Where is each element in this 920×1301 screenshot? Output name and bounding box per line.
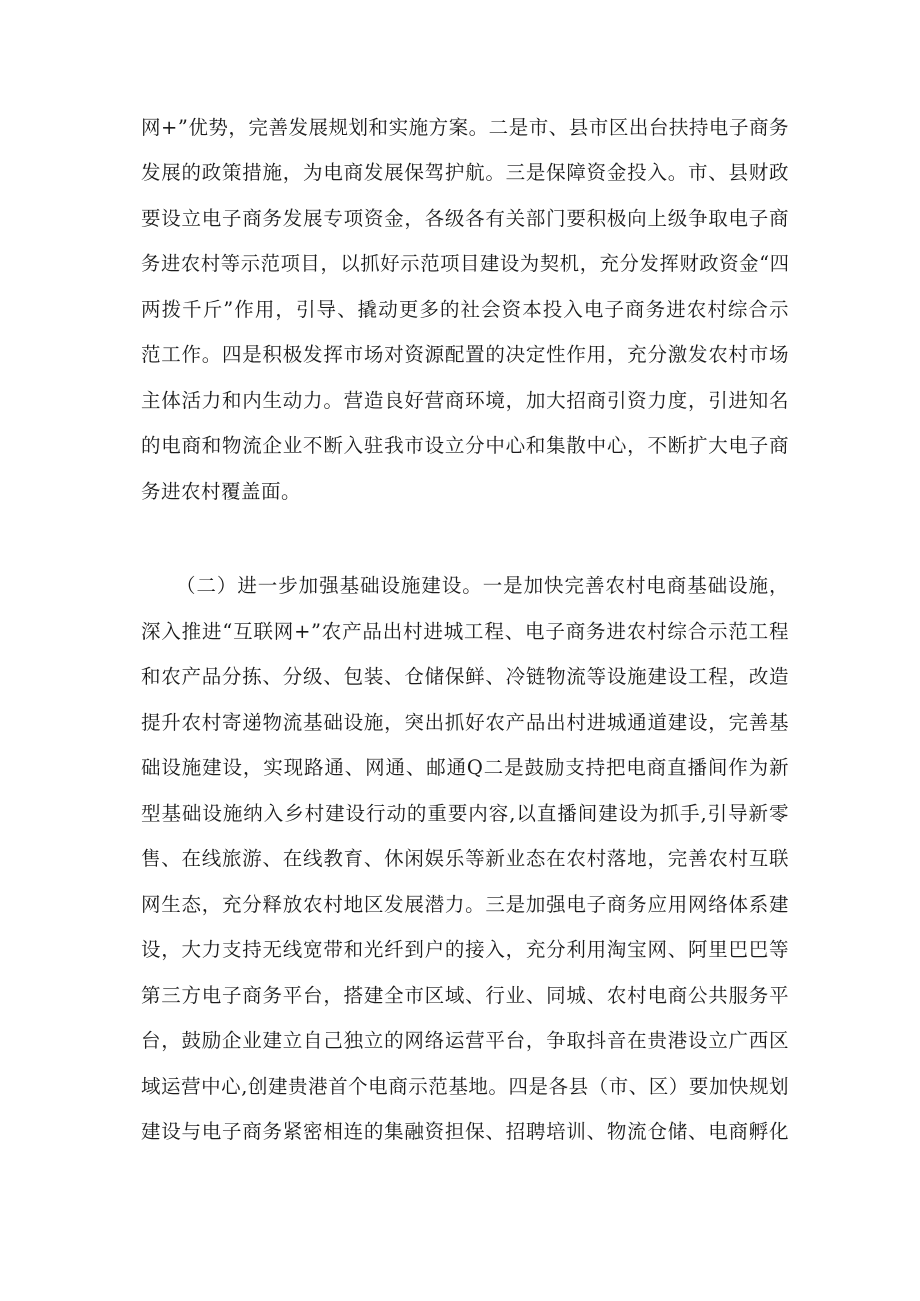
paragraph-line: 要设立电子商务发展专项资金，各级各有关部门要积极向上级争取电子商 bbox=[141, 207, 789, 230]
paragraph-line: 发展的政策措施，为电商发展保驾护航。三是保障资金投入。市、县财政 bbox=[141, 161, 789, 184]
paragraph-line: 售、在线旅游、在线教育、休闲娱乐等新业态在农村落地，完善农村互联 bbox=[141, 847, 789, 870]
paragraph-line: 范工作。四是积极发挥市场对资源配置的决定性作用，充分激发农村市场 bbox=[141, 343, 789, 366]
paragraph-line: 设，大力支持无线宽带和光纤到户的接入，充分利用淘宝网、阿里巴巴等 bbox=[141, 938, 789, 961]
paragraph-line: 础设施建设，实现路通、网通、邮通Q二是鼓励支持把电商直播间作为新 bbox=[141, 756, 789, 779]
paragraph-line: 两拨千斤”作用，引导、撬动更多的社会资本投入电子商务进农村综合示 bbox=[141, 298, 789, 321]
paragraph-line: 提升农村寄递物流基础设施，突出抓好农产品出村进城通道建设，完善基 bbox=[141, 711, 789, 734]
paragraph-line: 和农产品分拣、分级、包装、仓储保鲜、冷链物流等设施建设工程，改造 bbox=[141, 665, 789, 688]
paragraph-line: 主体活力和内生动力。营造良好营商环境，加大招商引资力度，引进知名 bbox=[141, 389, 789, 412]
paragraph-line: 深入推进“互联网+”农产品出村进城工程、电子商务进农村综合示范工程 bbox=[141, 620, 789, 643]
paragraph-line: 务进农村等示范项目，以抓好示范项目建设为契机，充分发挥财政资金“四 bbox=[141, 252, 789, 275]
paragraph-line: 网+”优势，完善发展规划和实施方案。二是市、县市区出台扶持电子商务 bbox=[141, 116, 789, 139]
paragraph-line: 网生态，充分释放农村地区发展潜力。三是加强电子商务应用网络体系建 bbox=[141, 893, 789, 916]
paragraph-line: 务进农村覆盖面。 bbox=[141, 480, 302, 503]
paragraph-line: 台，鼓励企业建立自己独立的网络运营平台，争取抖音在贵港设立广西区 bbox=[141, 1029, 789, 1052]
paragraph-line: 第三方电子商务平台，搭建全市区域、行业、同城、农村电商公共服务平 bbox=[141, 984, 789, 1007]
paragraph-line: 域运营中心,创建贵港首个电商示范基地。四是各县（市、区）要加快规划 bbox=[141, 1075, 789, 1098]
paragraph-line: 的电商和物流企业不断入驻我市设立分中心和集散中心，不断扩大电子商 bbox=[141, 434, 789, 457]
paragraph-line: （二）进一步加强基础设施建设。一是加快完善农村电商基础设施， bbox=[176, 574, 789, 597]
paragraph-line: 型基础设施纳入乡村建设行动的重要内容,以直播间建设为抓手,引导新零 bbox=[141, 802, 789, 825]
paragraph-line: 建设与电子商务紧密相连的集融资担保、招聘培训、物流仓储、电商孵化 bbox=[141, 1120, 789, 1143]
